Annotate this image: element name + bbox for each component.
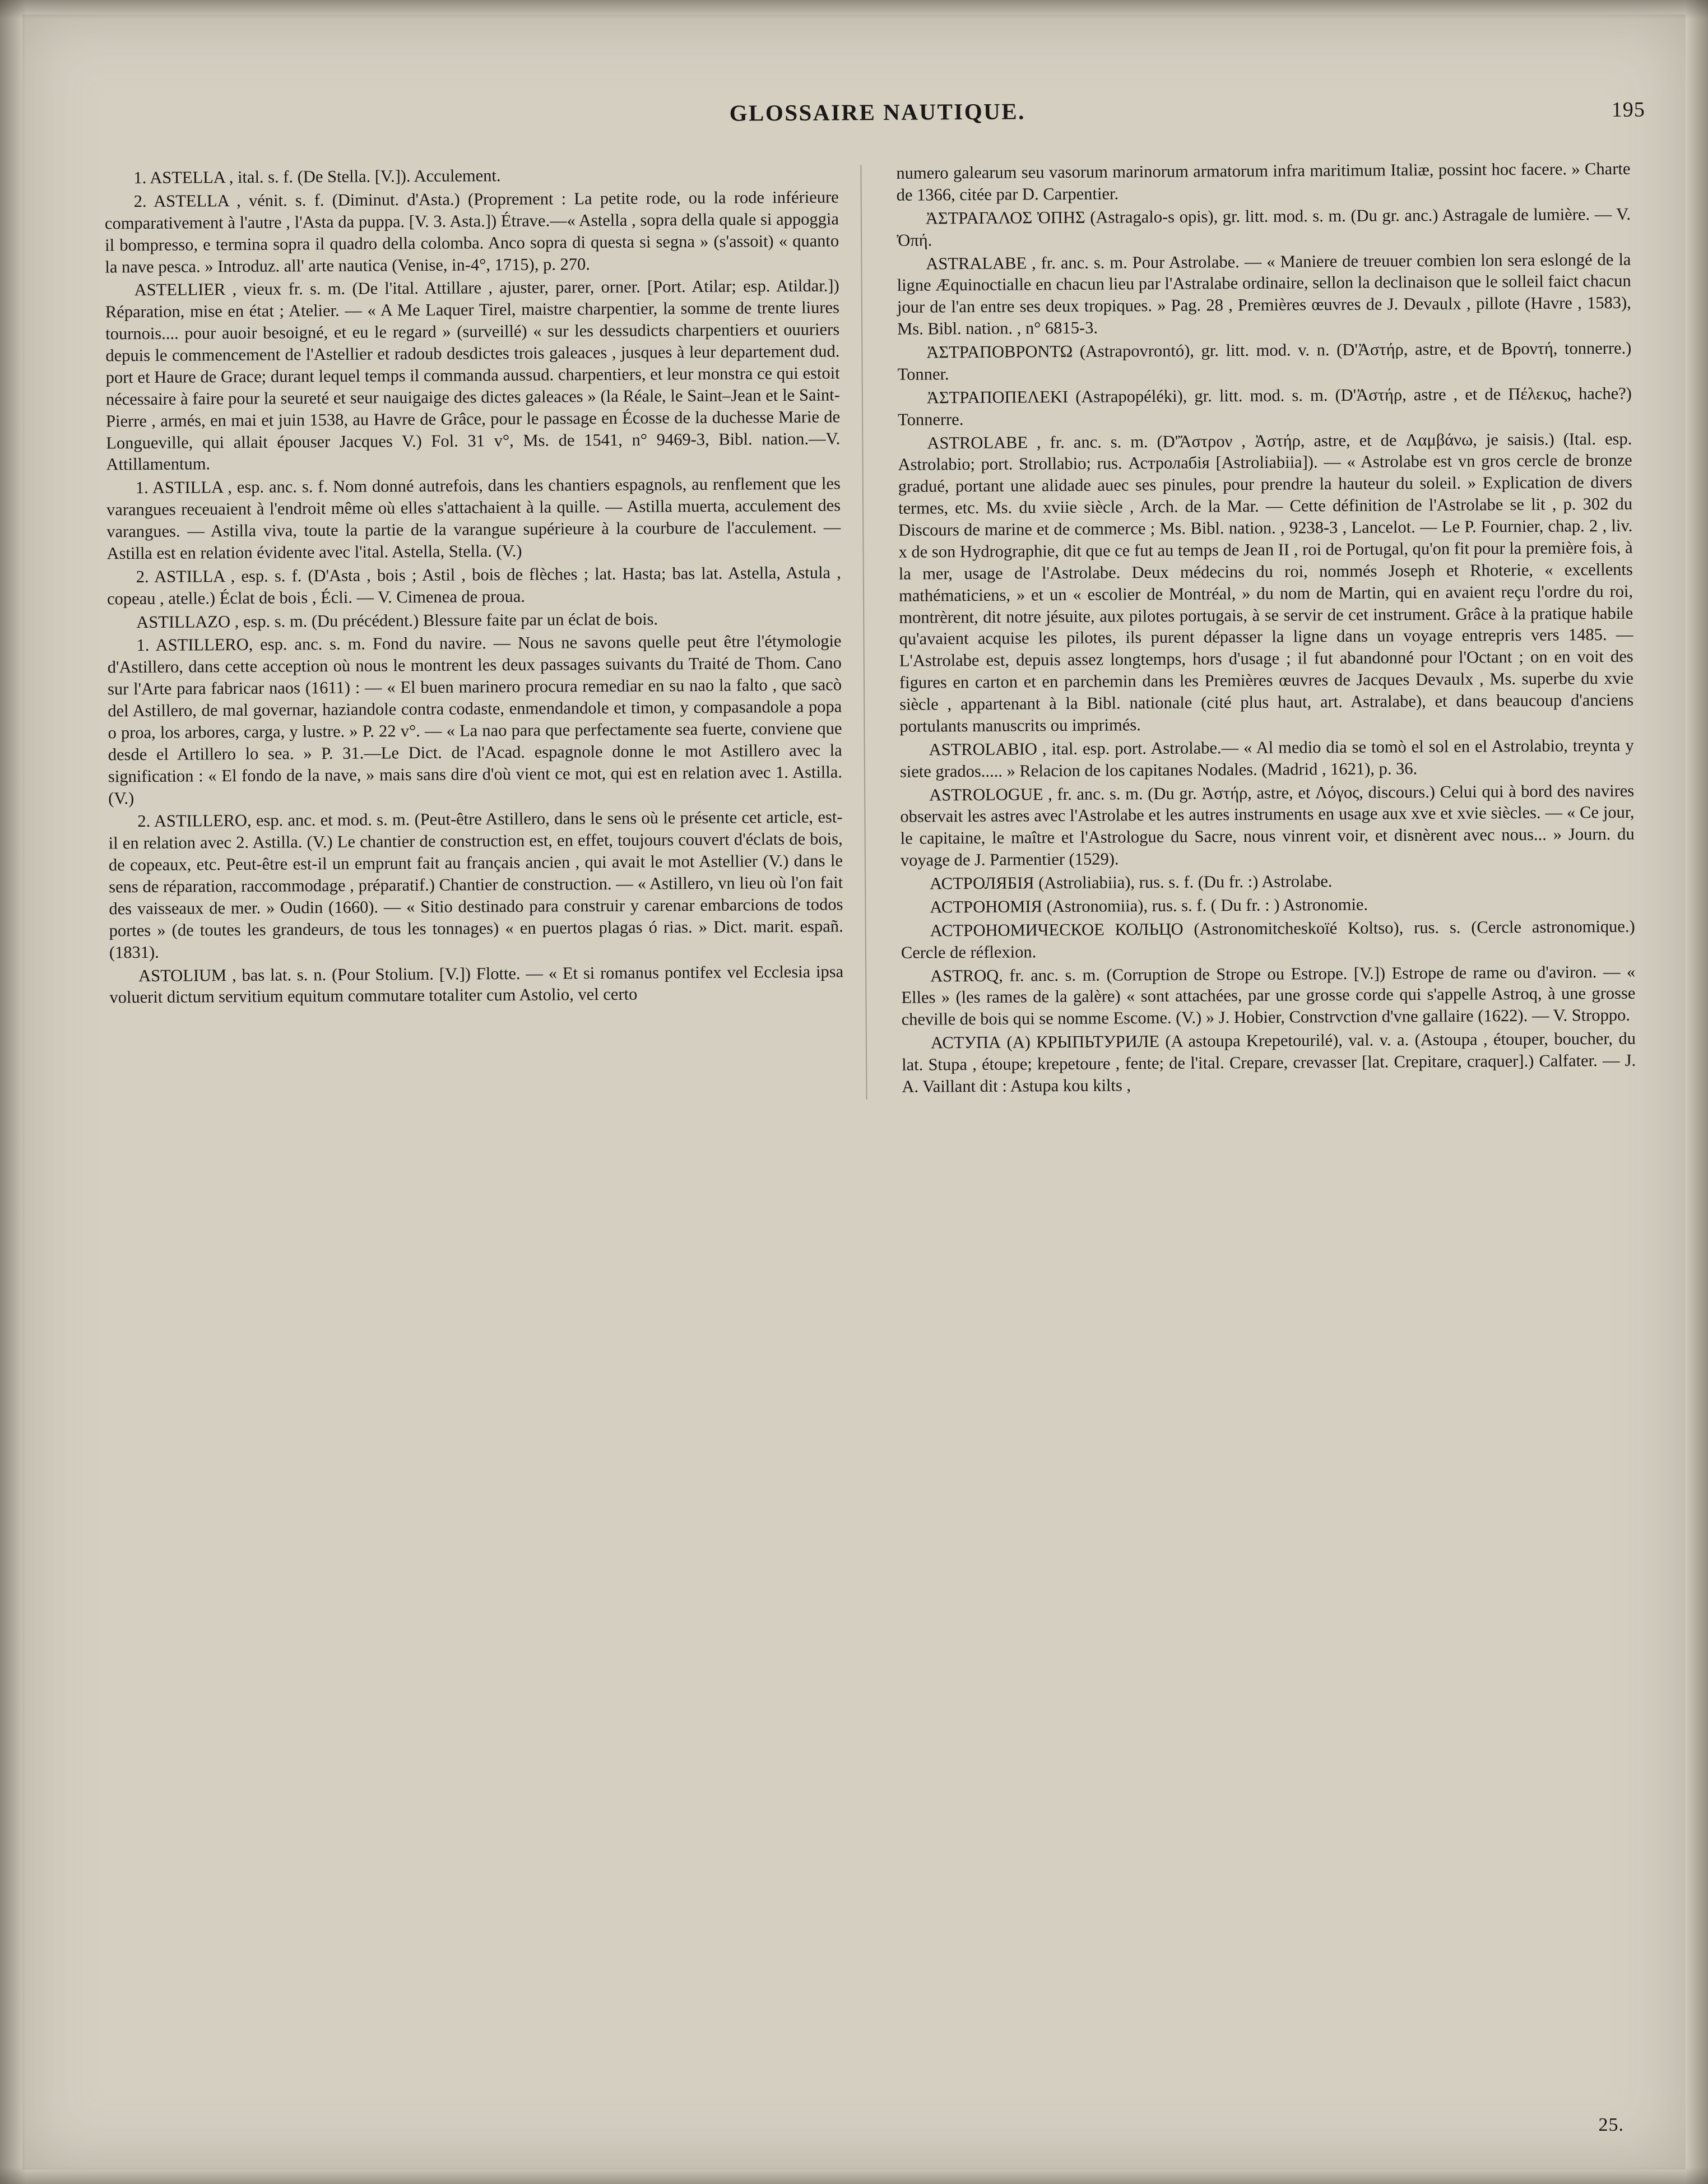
dictionary-entry: АСТРОНОМІЯ (Astronomiia), rus. s. f. ( Du fr. : ) Astronomie. bbox=[930, 894, 1368, 917]
dictionary-entry: ASTOLIUM , bas lat. s. n. (Pour Stolium. [V.]) Flotte. — « Et si romanus pontifex vel Ecclesia ipsa voluerit dictum servitium equitum commutare totaliter cum Astolio, vel certo bbox=[109, 961, 844, 1007]
left-column bbox=[104, 163, 866, 1104]
right-column bbox=[861, 158, 1636, 1100]
dictionary-entry: ASTILLAZO , esp. s. m. (Du précédent.) Blessure faite par un éclat de bois. bbox=[136, 609, 658, 632]
dictionary-entry-continuation: numero galearum seu vasorum marinorum armatorum infra maritimum Italiæ, possint hoc facere. » Charte de 1366, citée par D. Carpentier. bbox=[896, 159, 1631, 205]
page-header bbox=[104, 94, 1651, 149]
dictionary-entry: ἈΣΤΡΑΠΟΠΕΛΕΚΙ (Astrapopéléki), gr. litt. mod. s. m. (D'Ἀστήρ, astre , et de Πέλεκυς, hache?) Tonnerre. bbox=[898, 383, 1632, 429]
dictionary-entry: АСТРОЛЯБІЯ (Astroliabiia), rus. s. f. (Du fr. :) Astrolabe. bbox=[930, 871, 1333, 893]
dictionary-entry: 1. ASTILLA , esp. anc. s. f. Nom donné autrefois, dans les chantiers espagnols, au renflement que les varangues receuaient à l'endroit même où elles s'attachaient à la quille. — Astilla muerta, acculement des varangues. — Astilla viva, toute la partie de la varangue supérieure à la courbure de l'acculement. — Astilla est en relation évidente avec l'ital. Astella, Stella. (V.) bbox=[106, 474, 841, 563]
scan-edge-shadow-right bbox=[1686, 0, 1708, 2184]
dictionary-entry: ASTROLABE , fr. anc. s. m. (D'Ἄστρον , Ἀστήρ, astre, et de Λαμβάνω, je saisis.) (Ital. esp. Astrolabio; port. Strollabio; rus. Астролабія [Astroliabiia]). — « Astrolabe est vn gros cercle de bronze gradué, portant une alidade auec ses pinules, pour prendre la hauteur du soleil. » Explication de divers termes, etc. Ms. du xviie siècle , Arch. de la Mar. — Cette définition de l'Astrolabe se lit , p. 302 du Discours de marine et de commerce ; Ms. Bibl. nation. , 9238-3 , Lancelot. — Le P. Fournier, chap. 2 , liv. x de son Hydrographie, dit que ce fut au temps de Jean II , roi de Portugal, qu'on fit pour la première fois, à la mer, usage de l'Astrolabe. Deux médecins du roi, nommés Joseph et Rhoterie, « excellents mathématiciens, » et un « escolier de Montréal, » du nom de Martin, qui en avaient reçu l'ordre du roi, montrèrent, dit notre jésuite, aux pilotes portugais, à se servir de cet instrument. Grâce à la pratique habile qu'avaient acquise les pilotes, ils purent dépasser la ligne dans un voyage entrepris vers 1485. — L'Astrolabe est, depuis assez longtemps, hors d'usage ; il fut abandonné pour l'Octant ; on en voit des figures en carton et en parchemin dans les Premières œuvres de Jacques Devaulx , Ms. superbe du xvie siècle , appartenant à la Bibl. nationale (cité plus haut, art. Astralabe), et dans beaucoup d'anciens portulants manuscrits ou imprimés. bbox=[898, 429, 1634, 736]
page-number: 195 bbox=[1611, 98, 1645, 122]
two-column-body bbox=[104, 158, 1656, 1105]
signature-mark: 25. bbox=[1598, 2115, 1624, 2135]
dictionary-entry: ASTELLIER , vieux fr. s. m. (De l'ital. Attillare , ajuster, parer, orner. [Port. Atilar; esp. Atildar.]) Réparation, mise en état ; Atelier. — « A Me Laquer Tirel, maistre charpentier, la somme de trente liures tournois.... pour auoir besoigné, et eu le regard » (surveillé) « sur les dessudicts charpentiers et ouuriers depuis le commencement de l'Astellier et radoub desdictes trois galeaces , jusques à leur departement dud. port et Haure de Grace; durant lequel temps il commanda aussud. charpentiers, et leur monstra ce qui estoit nécessaire à faire pour la seureté et seur nauigaige des dictes galeaces » (la Réale, le Saint–Jean et le Saint-Pierre , armés, en mai et juin 1538, au Havre de Grâce, pour le passage en Écosse de la duchesse Marie de Longueville, qui allait épouser Jacques V.) Fol. 31 v°, Ms. de 1541, n° 9469-3, Bibl. nation.—V. Attillamentum. bbox=[105, 276, 841, 474]
paper-surface bbox=[22, 15, 1686, 2169]
page-content bbox=[104, 94, 1657, 1105]
dictionary-entry: 2. ASTELLA , vénit. s. f. (Diminut. d'Asta.) (Proprement : La petite rode, ou la rode inférieure comparativement à l'autre , l'Asta da puppa. [V. 3. Asta.]) Étrave.—« Astella , sopra della quale si appoggia il bompresso, e termina sopra il quadro della colomba. Anco sopra di questa si segna » (s'assoit) « quanto la nave pesca. » Introduz. all' arte nautica (Venise, in-4°, 1715), p. 270. bbox=[104, 187, 839, 276]
dictionary-entry: АСТУПА (A) КРЫПЬТУРИЛЕ (A astoupa Krepetourilé), val. v. a. (Astoupa , étouper, boucher, du lat. Stupa , étoupe; krepetoure , fente; de l'ital. Crepare, crevasser [lat. Crepitare, craquer].) Calfater. — J. A. Vaillant dit : Astupa kou kilts , bbox=[902, 1028, 1636, 1096]
dictionary-entry: ἈΣΤΡΑΠΟΒΡΟΝΤΩ (Astrapovrontó), gr. litt. mod. v. n. (D'Ἀστήρ, astre, et de Βροντή, tonnerre.) Tonner. bbox=[897, 338, 1632, 384]
dictionary-entry: ἈΣΤΡΑΓΑΛΟΣ ὈΠΗΣ (Astragalo-s opis), gr. litt. mod. s. m. (Du gr. anc.) Astragale de lumière. — V. Ὀπή. bbox=[897, 204, 1631, 250]
dictionary-entry: АСТРОНОМИЧЕСКОЕ КОЛЬЦО (Astronomitcheskoïé Koltso), rus. s. (Cercle astronomique.) Cercle de réflexion. bbox=[901, 916, 1635, 962]
dictionary-entry: ASTROQ, fr. anc. s. m. (Corruption de Strope ou Estrope. [V.]) Estrope de rame ou d'aviron. — « Elles » (les rames de la galère) « sont attachées, par une grosse corde qui s'appelle Astroq, à une grosse cheville de bois qui se nomme Escome. (V.) » J. Hobier, Constrvction d'vne gallaire (1622). — V. Stroppo. bbox=[901, 962, 1636, 1030]
running-title: GLOSSAIRE NAUTIQUE. bbox=[729, 98, 1026, 126]
dictionary-entry: ASTRALABE , fr. anc. s. m. Pour Astrolabe. — « Maniere de treuuer combien lon sera eslongé de la ligne Æquinoctialle en chacun lieu par l'Astralabe ordinaire, sellon la declinaison que le solleil faict chacun jour de l'an entre ses deux tropiques. » Pag. 28 , Premières œuvres de J. Devaulx , pillote (Havre , 1583), Ms. Bibl. nation. , n° 6815-3. bbox=[897, 249, 1631, 339]
dictionary-entry: 2. ASTILLA , esp. s. f. (D'Asta , bois ; Astil , bois de flèches ; lat. Hasta; bas lat. Astella, Astula , copeau , atelle.) Éclat de bois , Écli. — V. Cimenea de proua. bbox=[106, 563, 841, 609]
dictionary-entry: ASTROLABIO , ital. esp. port. Astrolabe.— « Al medio dia se tomò el sol en el Astrolabio, treynta y siete grados..... » Relacion de los capitanes Nodales. (Madrid , 1621), p. 36. bbox=[899, 735, 1634, 781]
dictionary-entry: ASTROLOGUE , fr. anc. s. m. (Du gr. Ἀστήρ, astre, et Λόγος, discours.) Celui qui à bord des navires observait les astres avec l'Astrolabe et les autres instruments en usage aux xve et xvie siècles. — « Ce jour, le capitaine, le maître et l'Astrologue du Sacre, nous vinrent voir, et disnèrent avec nous... » Journ. du voyage de J. Parmentier (1529). bbox=[900, 781, 1635, 870]
dictionary-entry: 1. ASTILLERO, esp. anc. s. m. Fond du navire. — Nous ne savons quelle peut être l'étymologie d'Astillero, dans cette acception où nous le montrent les deux passages suivants du Traité de Thom. Cano sur l'Arte para fabricar naos (1611) : — « El buen marinero procura remediar en su nao la falto , que sacò del Astillero, de mal governar, haziandole contra codaste, enmendandole et timon, y compasandole a popa o proa, los arbores, carga, y lustre. » P. 22 v°. — « La nao para que perfectamente sea fuerte, conviene que desde el Artillero lo sea. » P. 31.—Le Dict. de l'Acad. espagnole donne le mot Astillero avec la signification : « El fondo de la nave, » mais sans dire d'où vient ce mot, qui est en relation avec 1. Astilla. (V.) bbox=[107, 631, 843, 808]
dictionary-entry: 2. ASTILLERO, esp. anc. et mod. s. m. (Peut-être Astillero, dans le sens où le présente cet article, est-il en relation avec 2. Astilla. (V.) Le chantier de construction est, en effet, toujours couvert d'éclats de bois, de copeaux, etc. Peut-être est-il un emprunt fait au français ancien , qui avait le mot Astellier (V.) dans le sens de réparation, raccommodage , préparatif.) Chantier de construction. — « Astillero, vn lieu où l'on fait des vaisseaux de mer. » Oudin (1660). — « Sitio destinado para construir y carenar embarcions de todos portes » (de toutes les grandeurs, de tous les tonnages) « en puertos plagas ó rias. » Dict. marit. españ. (1831). bbox=[108, 807, 843, 962]
scan-edge-shadow-bottom bbox=[0, 2167, 1708, 2184]
dictionary-entry: 1. ASTELLA , ital. s. f. (De Stella. [V.]). Acculement. bbox=[133, 166, 501, 188]
